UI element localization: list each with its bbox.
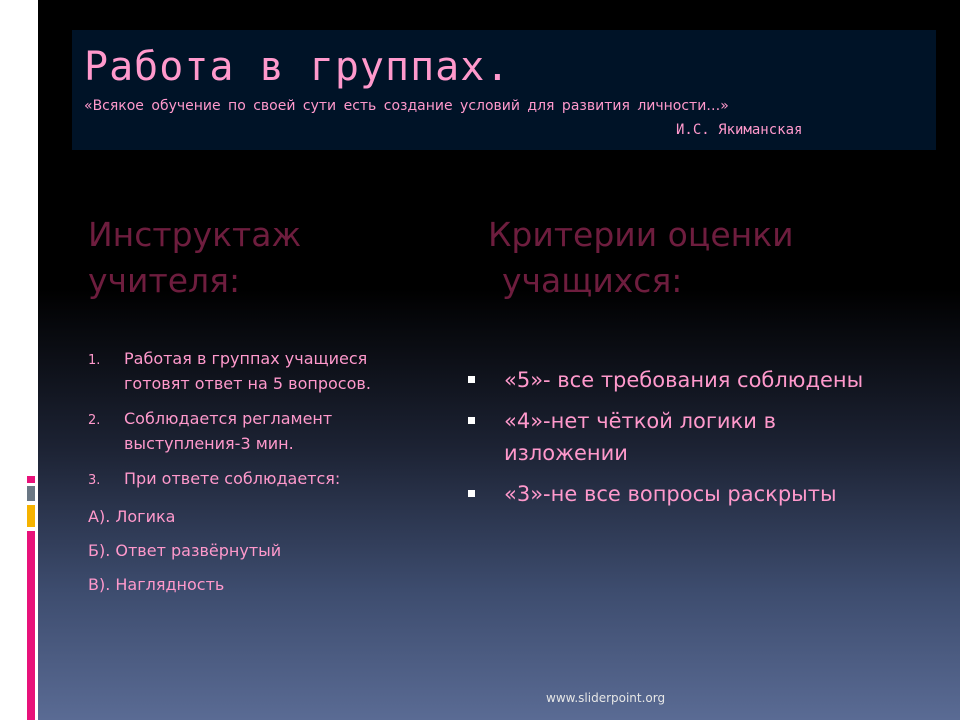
left-heading-line1: Инструктаж: [88, 215, 302, 254]
instruction-number: 2.: [88, 413, 101, 428]
criteria-text: «3»-не все вопросы раскрыты: [504, 482, 837, 506]
criteria-item: [466, 405, 866, 469]
instruction-text: При ответе соблюдается:: [124, 469, 341, 488]
instruction-item: [88, 406, 418, 456]
deco-bar-yellow: [27, 505, 35, 527]
instruction-item: [88, 466, 418, 491]
quote-author: И.С. Якиманская: [676, 122, 803, 138]
instruction-text: Соблюдается регламент выступления-3 мин.: [124, 409, 333, 453]
instruction-text: Работая в группах учащиеся готовят ответ на 5 вопросов.: [124, 349, 371, 393]
requirement-item: В). Наглядность: [88, 575, 225, 594]
square-bullet-icon: [468, 417, 475, 424]
right-heading-line2: учащихся:: [502, 261, 683, 300]
left-heading-line2: учителя:: [88, 261, 241, 300]
square-bullet-icon: [468, 376, 475, 383]
requirement-item: А). Логика: [88, 507, 176, 526]
square-bullet-icon: [468, 490, 475, 497]
slide-quote: «Всякое обучение по своей сути есть создание условий для развития личности…»: [84, 98, 729, 114]
criteria-text: «4»-нет чёткой логики в изложении: [504, 409, 776, 465]
instruction-number: 1.: [88, 353, 101, 368]
slide-title: Работа в группах.: [84, 44, 511, 90]
deco-bar-gray: [27, 486, 35, 501]
right-column-heading: [488, 212, 794, 304]
instruction-item: [88, 346, 418, 396]
decorative-bars: [20, 0, 38, 720]
criteria-item: [466, 478, 866, 510]
footer-watermark: www.sliderpoint.org: [546, 691, 666, 705]
requirement-item: Б). Ответ развёрнутый: [88, 541, 282, 560]
criteria-text: «5»- все требования соблюдены: [504, 368, 864, 392]
deco-bar-pink-top: [27, 476, 35, 483]
deco-bar-pink-long: [27, 531, 35, 720]
criteria-list: [466, 364, 866, 519]
left-column-heading: [88, 212, 301, 304]
instruction-list: [88, 346, 418, 501]
instruction-number: 3.: [88, 473, 101, 488]
right-heading-line1: Критерии оценки: [488, 215, 794, 254]
title-bar: [72, 30, 936, 150]
criteria-item: [466, 364, 866, 396]
answer-requirements-list: [88, 504, 281, 606]
